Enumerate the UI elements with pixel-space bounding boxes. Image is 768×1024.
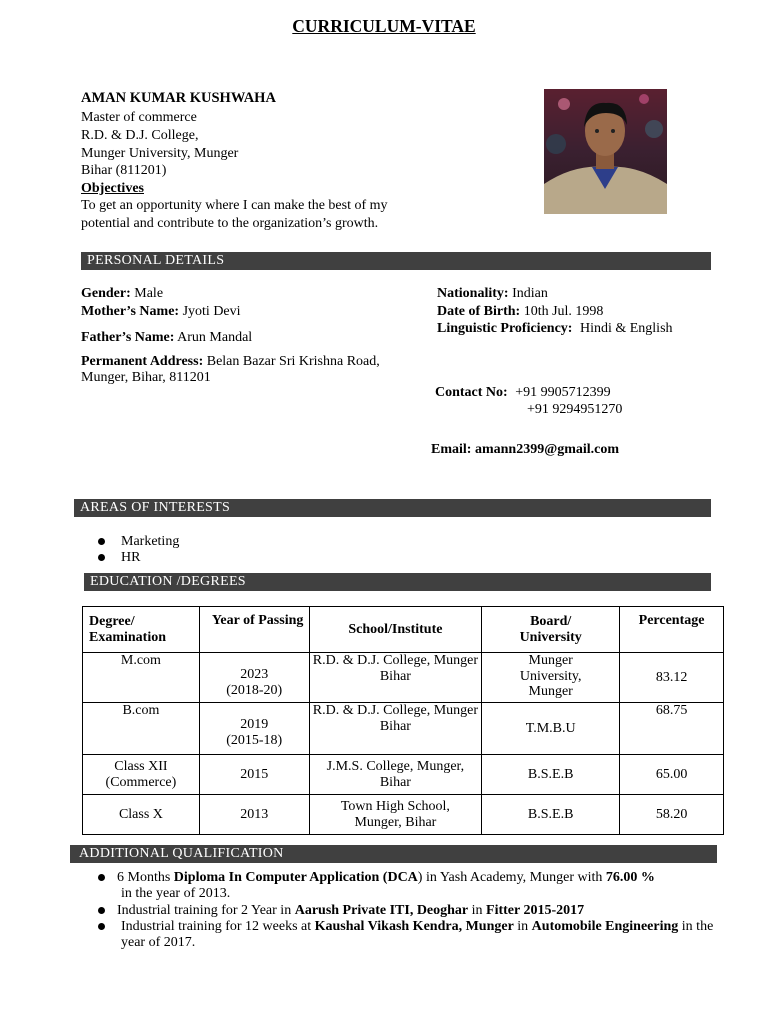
gender-label: Gender: xyxy=(81,286,131,301)
header-line: Master of commerce xyxy=(81,110,197,125)
board-cell: B.S.E.B xyxy=(482,755,620,795)
father-row xyxy=(81,329,252,347)
qualification-text: 6 Months xyxy=(117,870,174,885)
year-cell: 2015 xyxy=(199,755,309,795)
qualification-highlight: Kaushal Vikash Kendra, Munger xyxy=(314,919,514,934)
header-school: School/Institute xyxy=(309,607,482,653)
percentage-cell: 68.75 xyxy=(620,703,724,755)
document-title: CURRICULUM-VITAE xyxy=(292,16,476,36)
year-text: 2023 xyxy=(240,667,269,682)
table-row xyxy=(83,795,724,835)
email-row xyxy=(431,441,619,459)
qualification-continuation: in the year of 2013. xyxy=(121,886,231,901)
header-degree: Degree/ Examination xyxy=(83,607,200,653)
year-range-text: (2018-20) xyxy=(226,682,283,698)
qualification-highlight: Aarush Private ITI, Deoghar xyxy=(294,903,469,918)
school-text: Munger, Bihar xyxy=(354,814,437,830)
qualification-text: Industrial training for 12 weeks at xyxy=(121,919,315,934)
qualification-highlight: Diploma In Computer Application (DCA xyxy=(173,870,418,885)
percentage-cell: 65.00 xyxy=(620,755,724,795)
school-text: J.M.S. College, Munger, xyxy=(326,759,465,774)
header-line: Bihar (811201) xyxy=(81,163,167,178)
nationality-row xyxy=(437,285,548,303)
board-cell xyxy=(482,653,620,703)
header-board: Board/ University xyxy=(482,607,620,653)
board-cell: B.S.E.B xyxy=(482,795,620,835)
address-row xyxy=(81,353,380,371)
education-table xyxy=(82,606,724,835)
year-text: 2019 xyxy=(240,717,269,732)
mother-row xyxy=(81,303,241,321)
board-text: Munger xyxy=(528,653,573,668)
nationality-label: Nationality: xyxy=(437,286,509,301)
qualification-item xyxy=(117,869,655,887)
school-text: Bihar xyxy=(379,668,411,684)
address-line2: Munger, Bihar, 811201 xyxy=(81,370,211,385)
qualification-highlight: Automobile Engineering xyxy=(531,919,679,934)
header-year: Year of Passing xyxy=(199,607,309,653)
year-range-text: (2015-18) xyxy=(226,732,283,748)
degree-text: Class XII xyxy=(114,759,168,774)
mother-value: Jyoti Devi xyxy=(182,304,241,319)
language-value: Hindi & English xyxy=(579,321,673,336)
degree-cell xyxy=(83,653,200,703)
section-bar-interests: AREAS OF INTERESTS xyxy=(74,499,711,517)
dob-row xyxy=(437,303,603,321)
degree-cell xyxy=(83,755,200,795)
year-cell xyxy=(199,703,309,755)
candidate-name: AMAN KUMAR KUSHWAHA xyxy=(81,90,276,106)
objectives-heading: Objectives xyxy=(81,181,144,196)
qualification-item xyxy=(121,918,713,936)
mother-label: Mother’s Name: xyxy=(81,304,180,319)
qualification-text: in the xyxy=(678,919,714,934)
degree-text: B.com xyxy=(122,703,160,718)
table-header-row xyxy=(83,607,724,653)
header-line: R.D. & D.J. College, xyxy=(81,128,199,143)
school-text: R.D. & D.J. College, Munger xyxy=(312,703,479,718)
degree-text: M.com xyxy=(120,653,161,668)
qualification-highlight: Fitter 2015-2017 xyxy=(486,903,585,918)
bullet-icon xyxy=(98,538,105,545)
profile-photo xyxy=(544,89,667,214)
percentage-cell: 58.20 xyxy=(620,795,724,835)
qualification-text: in xyxy=(468,903,487,918)
objectives-text: potential and contribute to the organization’s growth. xyxy=(81,216,379,231)
school-cell xyxy=(309,653,482,703)
qualification-item xyxy=(117,902,584,920)
gender-value: Male xyxy=(134,286,164,301)
section-bar-personal: PERSONAL DETAILS xyxy=(81,252,711,270)
bullet-icon xyxy=(98,554,105,561)
qualification-text: Industrial training for 2 Year in xyxy=(117,903,295,918)
board-text: Munger xyxy=(528,684,573,699)
bullet-icon xyxy=(98,907,105,914)
language-row xyxy=(437,320,673,338)
school-cell xyxy=(309,755,482,795)
contact-label: Contact No: xyxy=(435,385,508,400)
degree-text: (Commerce) xyxy=(105,774,177,790)
table-row xyxy=(83,703,724,755)
language-label: Linguistic Proficiency: xyxy=(437,321,573,336)
address-label: Permanent Address: xyxy=(81,354,204,369)
objectives-text: To get an opportunity where I can make the best of my xyxy=(81,198,388,213)
table-row xyxy=(83,755,724,795)
dob-label: Date of Birth: xyxy=(437,304,521,319)
qualification-text: ) in Yash Academy, Munger with xyxy=(417,870,606,885)
qualification-text: in xyxy=(513,919,532,934)
header-line: Munger University, Munger xyxy=(81,146,239,161)
school-text: Bihar xyxy=(379,774,411,790)
year-cell: 2013 xyxy=(199,795,309,835)
address-value: Belan Bazar Sri Krishna Road, xyxy=(206,354,380,369)
bullet-icon xyxy=(98,923,105,930)
contact-value-1: +91 9905712399 xyxy=(515,385,611,400)
year-cell xyxy=(199,653,309,703)
board-text: University, xyxy=(519,668,582,684)
table-row xyxy=(83,653,724,703)
interest-item: HR xyxy=(121,550,141,565)
school-cell xyxy=(309,795,482,835)
email-label: Email: xyxy=(431,442,472,457)
school-text: Town High School, xyxy=(340,799,450,814)
father-value: Arun Mandal xyxy=(177,330,253,345)
contact-value-2: +91 9294951270 xyxy=(527,402,623,417)
school-text: R.D. & D.J. College, Munger xyxy=(312,653,479,668)
section-bar-additional: ADDITIONAL QUALIFICATION xyxy=(70,845,717,863)
father-label: Father’s Name: xyxy=(81,330,175,345)
contact-row xyxy=(435,384,611,402)
gender-row xyxy=(81,285,163,303)
email-value: amann2399@gmail.com xyxy=(474,442,620,457)
interest-item: Marketing xyxy=(121,534,180,549)
board-cell: T.M.B.U xyxy=(482,703,620,755)
degree-cell xyxy=(83,703,200,755)
header-percentage: Percentage xyxy=(620,607,724,653)
school-text: Bihar xyxy=(379,718,411,734)
school-cell xyxy=(309,703,482,755)
section-bar-education: EDUCATION /DEGREES xyxy=(84,573,711,591)
percentage-cell: 83.12 xyxy=(620,653,724,703)
degree-cell: Class X xyxy=(83,795,200,835)
dob-value: 10th Jul. 1998 xyxy=(523,304,604,319)
qualification-continuation: year of 2017. xyxy=(121,935,196,950)
bullet-icon xyxy=(98,874,105,881)
qualification-highlight: 76.00 % xyxy=(605,870,655,885)
nationality-value: Indian xyxy=(512,286,548,301)
